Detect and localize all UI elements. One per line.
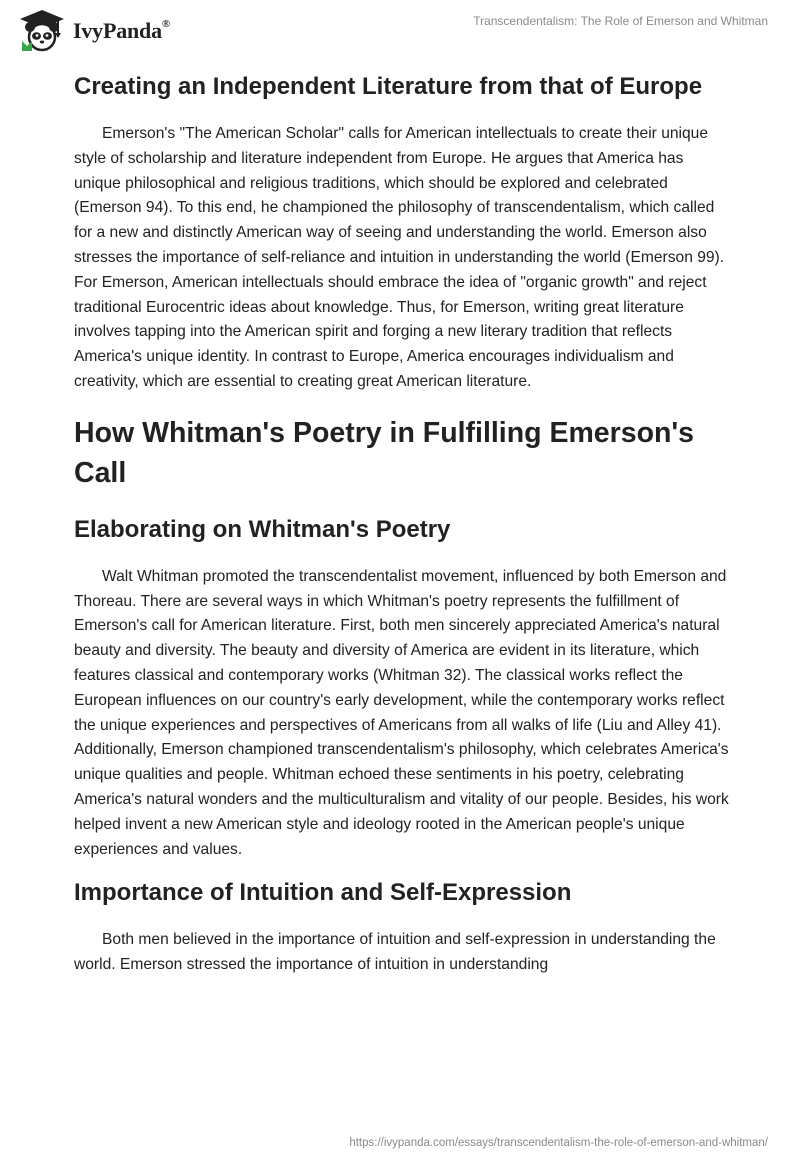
panda-logo-icon (14, 7, 70, 55)
registered-mark: ® (161, 17, 170, 30)
source-url[interactable]: https://ivypanda.com/essays/transcendentalism-the-role-of-emerson-and-whitman/ (349, 1137, 768, 1149)
document-title: Transcendentalism: The Role of Emerson and Whitman (473, 14, 768, 28)
section-heading-independent-literature: Creating an Independent Literature from that of Europe (74, 73, 703, 100)
paragraph-whitman-poetry: Walt Whitman promoted the transcendentalist movement, influenced by both Emerson and Thoreau. There are several ways in which Whitman's poetry represents the fulfillment of Emerson's call for American literature. First, both men sincerely appreciated America's natural beauty and diversity. The beauty and diversity of America are evident in its literature, which features classical and contemporary works (Whitman 32). The classical works reflect the European influences on our country's early development, while the contemporary works reflect the unique experiences and perspectives of Americans from all walks of life (Liu and Alley 41). Additionally, Emerson championed transcendentalism's philosophy, which celebrates America's unique qualities and people. Whitman echoed these sentiments in his poetry, celebrating America's natural wonders and the multiculturalism and vitality of our people. Besides, his work helped invent a new American style and ideology rooted in the American people's unique experiences and values. (74, 567, 729, 858)
essay-content (74, 70, 730, 988)
brand-logo[interactable] (14, 7, 170, 55)
paragraph-intuition: Both men believed in the importance of intuition and self-expression in understanding the world. Emerson stressed the importance of intuition in understanding (74, 931, 716, 974)
section-heading-intuition: Importance of Intuition and Self-Expression (74, 879, 572, 907)
brand-name: IvyPanda® (73, 17, 170, 43)
section-heading-elaborating-whitman: Elaborating on Whitman's Poetry (74, 515, 451, 543)
page-header (0, 0, 800, 64)
section-heading-whitman-fulfilling: How Whitman's Poetry in Fulfilling Emerson's Call (74, 416, 695, 489)
paragraph-american-scholar: Emerson's "The American Scholar" calls for American intellectuals to create their unique style of scholarship and literature independent from Europe. He argues that America has unique philosophical and religious traditions, which should be explored and celebrated (Emerson 94). To this end, he championed the philosophy of transcendentalism, which called for a new and distinctly American way of seeing and understanding the world. Emerson also stresses the importance of self-reliance and intuition in understanding the world (Emerson 99). For Emerson, American intellectuals should embrace the idea of "organic growth" and reject traditional Eurocentric ideas about knowledge. Thus, for Emerson, writing great literature involves tapping into the American spirit and forging a new literary tradition that reflects America's unique identity. In contrast to Europe, America encourages individualism and creativity, which are essential to creating great American literature. (74, 125, 725, 390)
